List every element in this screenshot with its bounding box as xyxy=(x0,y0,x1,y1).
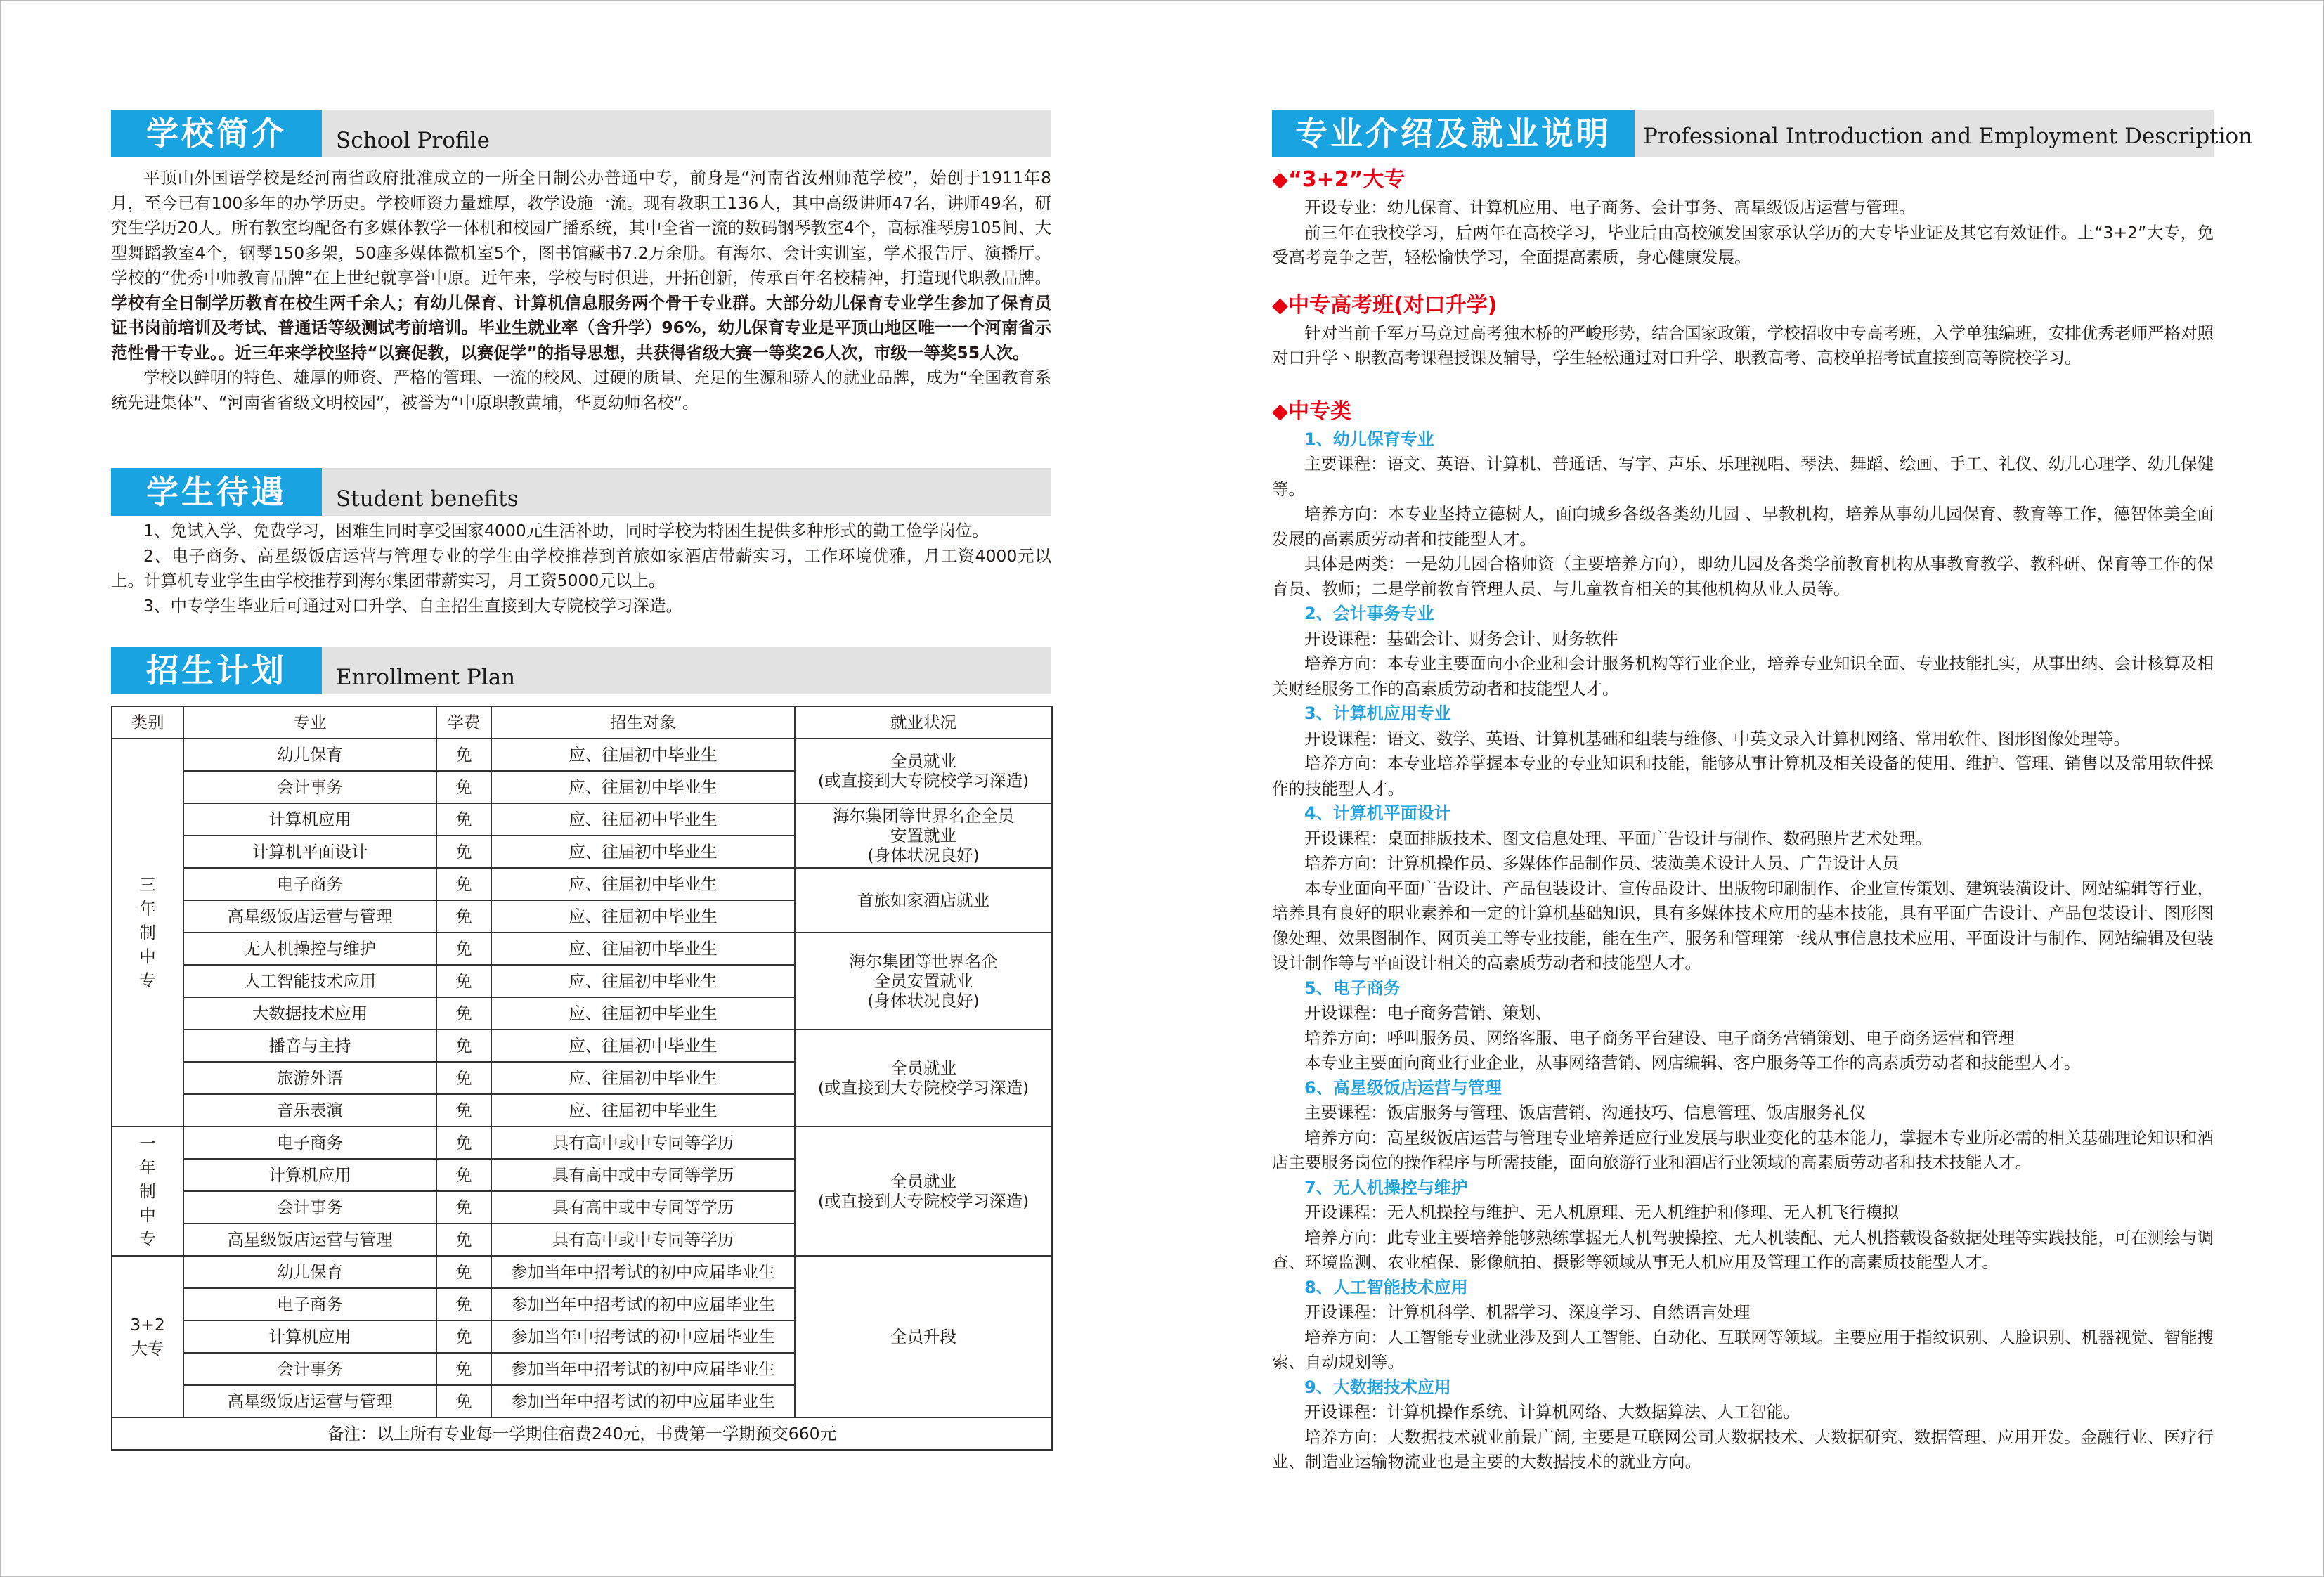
major-cell: 大数据技术应用 xyxy=(183,997,436,1030)
employment-cell xyxy=(795,803,1052,868)
fee-cell: 免 xyxy=(436,803,491,836)
fee-cell: 免 xyxy=(436,1030,491,1062)
target-cell: 具有高中或中专同等学历 xyxy=(491,1127,795,1159)
major-cell: 幼儿保育 xyxy=(183,739,436,771)
target-cell: 应、往届初中毕业生 xyxy=(491,965,795,997)
employment-cell xyxy=(795,1127,1052,1256)
major-cell: 高星级饭店运营与管理 xyxy=(183,1385,436,1417)
header-fee: 学费 xyxy=(436,706,491,739)
employment-line: (身体状况良好) xyxy=(867,991,980,1011)
text-line: 开设课程：无人机操控与维护、无人机原理、无人机维护和修理、无人机飞行模拟 xyxy=(1304,1202,1899,1222)
heading-3plus2: ◆“3+2”大专 xyxy=(1272,167,1406,192)
major-title: 9、大数据技术应用 xyxy=(1304,1377,1451,1397)
table-row xyxy=(112,933,1052,965)
header-major: 专业 xyxy=(183,706,436,739)
text-line: 开设课程：计算机操作系统、计算机网络、大数据算法、人工智能。 xyxy=(1304,1402,1800,1422)
text-line: 培养方向：本专业培养掌握本专业的专业知识和技能，能够从事计算机及相关设备的使用、维护、管理、销售以及常用软件操作的技能型人才。 xyxy=(1272,753,2214,798)
profile-text xyxy=(111,166,1051,415)
section-title-en: Enrollment Plan xyxy=(336,665,516,690)
header-target: 招生对象 xyxy=(491,706,795,739)
fee-cell: 免 xyxy=(436,965,491,997)
category-one-year: 一年制中专 xyxy=(139,1134,156,1249)
table-row xyxy=(112,739,1052,771)
major-cell: 高星级饭店运营与管理 xyxy=(183,900,436,933)
major-cell: 计算机应用 xyxy=(183,803,436,836)
text-line: 开设课程：桌面排版技术、图文信息处理、平面广告设计与制作、数码照片艺术处理。 xyxy=(1304,828,1932,848)
employment-line: 海尔集团等世界名企 xyxy=(849,952,998,971)
fee-cell: 免 xyxy=(436,868,491,900)
major-title: 4、计算机平面设计 xyxy=(1304,803,1451,823)
section-title-cn: 专业介绍及就业说明 xyxy=(1272,110,1635,157)
category-3plus2: 3+2大专 xyxy=(130,1315,165,1358)
employment-cell: 全员升段 xyxy=(795,1256,1052,1417)
table-row xyxy=(112,1256,1052,1288)
employment-line: 全员安置就业 xyxy=(874,971,973,991)
text-line: 开设专业：幼儿保育、计算机应用、电子商务、会计事务、高星级饭店运营与管理。 xyxy=(1304,197,1916,217)
section-title-cn: 招生计划 xyxy=(111,647,322,694)
major-cell: 计算机平面设计 xyxy=(183,836,436,868)
employment-line: (身体状况良好) xyxy=(867,845,980,865)
major-cell: 无人机操控与维护 xyxy=(183,933,436,965)
target-cell: 具有高中或中专同等学历 xyxy=(491,1159,795,1191)
major-cell: 电子商务 xyxy=(183,868,436,900)
text-line: 开设课程：语文、数学、英语、计算机基础和组装与维修、中英文录入计算机网络、常用软件、图形图像处理等。 xyxy=(1304,728,2130,748)
fee-cell: 免 xyxy=(436,1320,491,1353)
target-cell: 应、往届初中毕业生 xyxy=(491,739,795,771)
table-note: 备注：以上所有专业每一学期住宿费240元，书费第一学期预交660元 xyxy=(112,1417,1052,1450)
major-title: 7、无人机操控与维护 xyxy=(1304,1177,1468,1198)
target-cell: 参加当年中招考试的初中应届毕业生 xyxy=(491,1256,795,1288)
section-title-cn: 学生待遇 xyxy=(111,468,322,516)
employment-line: (或直接到大专院校学习深造) xyxy=(817,771,1030,791)
employment-line: 全员就业 xyxy=(890,1172,956,1191)
major-cell: 计算机应用 xyxy=(183,1320,436,1353)
fee-cell: 免 xyxy=(436,1094,491,1127)
profile-para-1-bold: 学校有全日制学历教育在校生两千余人；有幼儿保育、计算机信息服务两个骨干专业群。大部分幼儿保育专业学生参加了保育员证书岗前培训及考试、普通话等级测试考前培训。毕业生就业率（含升学）96%，幼儿保育专业是平顶山地区唯一一个河南省示范性骨干专业。。近三年来学校坚持“以赛促教，以赛促学”的指导思想，共获得省级大赛一等奖26人次，市级一等奖55人次。 xyxy=(111,292,1051,363)
heading-zhongzhuan: ◆中专类 xyxy=(1272,398,1352,424)
table-header-row xyxy=(112,706,1052,739)
text-line: 前三年在我校学习，后两年在高校学习，毕业后由高校颁发国家承认学历的大专毕业证及其它有效证件。上“3+2”大专，免受高考竞争之苦，轻松愉快学习，全面提高素质，身心健康发展。 xyxy=(1272,222,2214,267)
fee-cell: 免 xyxy=(436,900,491,933)
employment-line: 全员就业 xyxy=(890,1058,956,1078)
employment-cell xyxy=(795,739,1052,803)
text-line: 培养方向：高星级饭店运营与管理专业培养适应行业发展与职业变化的基本能力，掌握本专业所必需的相关基础理论知识和酒店主要服务岗位的操作程序与所需技能，面向旅游行业和酒店行业领域的高素质劳动者和技术技能人才。 xyxy=(1272,1127,2214,1172)
table-note-row xyxy=(112,1417,1052,1450)
benefit-item: 1、免试入学、免费学习，困难生同时享受国家4000元生活补助，同时学校为特困生提供多种形式的勤工俭学岗位。 xyxy=(143,521,989,540)
fee-cell: 免 xyxy=(436,933,491,965)
major-cell: 电子商务 xyxy=(183,1288,436,1320)
employment-cell: 首旅如家酒店就业 xyxy=(795,868,1052,933)
text-line: 开设课程：电子商务营销、策划、 xyxy=(1304,1003,1552,1023)
fee-cell: 免 xyxy=(436,1159,491,1191)
text-line: 针对当前千军万马竞过高考独木桥的严峻形势，结合国家政策，学校招收中专高考班，入学单独编班，安排优秀老师严格对照对口升学丶职教高考课程授课及辅导，学生轻松通过对口升学、职教高考、高校单招考试直接到高等院校学习。 xyxy=(1272,323,2214,368)
major-cell: 音乐表演 xyxy=(183,1094,436,1127)
text-line: 培养方向：本专业坚持立德树人，面向城乡各级各类幼儿园 、早教机构，培养从事幼儿园保育、教育等工作，德智体美全面发展的高素质劳动者和技能型人才。 xyxy=(1272,504,2214,549)
text-line: 开设课程：基础会计、财务会计、财务软件 xyxy=(1304,628,1618,649)
major-title: 2、会计事务专业 xyxy=(1304,604,1434,623)
text-line: 培养方向：此专业主要培养能够熟练掌握无人机驾驶操控、无人机装配、无人机搭载设备数据处理等实践技能，可在测绘与调查、环境监测、农业植保、影像航拍、摄影等领域从事无人机应用及管理工作的高素质技能型人才。 xyxy=(1272,1227,2214,1272)
target-cell: 具有高中或中专同等学历 xyxy=(491,1191,795,1224)
target-cell: 参加当年中招考试的初中应届毕业生 xyxy=(491,1353,795,1385)
table-row xyxy=(112,1127,1052,1159)
major-cell: 播音与主持 xyxy=(183,1030,436,1062)
target-cell: 应、往届初中毕业生 xyxy=(491,803,795,836)
table-row xyxy=(112,868,1052,900)
target-cell: 应、往届初中毕业生 xyxy=(491,1030,795,1062)
major-title: 8、人工智能技术应用 xyxy=(1304,1277,1468,1297)
employment-line: (或直接到大专院校学习深造) xyxy=(817,1191,1030,1211)
target-cell: 具有高中或中专同等学历 xyxy=(491,1224,795,1256)
text-line: 培养方向：本专业主要面向小企业和会计服务机构等行业企业，培养专业知识全面、专业技能扎实，从事出纳、会计核算及相关财经服务工作的高素质劳动者和技能型人才。 xyxy=(1272,654,2214,699)
employment-line: (或直接到大专院校学习深造) xyxy=(817,1078,1030,1098)
section-title-en: Professional Introduction and Employment Description xyxy=(1643,124,2253,149)
target-cell: 应、往届初中毕业生 xyxy=(491,1094,795,1127)
header-category: 类别 xyxy=(112,706,183,739)
employment-line: 全员就业 xyxy=(890,751,956,771)
major-title: 1、幼儿保育专业 xyxy=(1304,429,1434,449)
section-title-cn: 学校简介 xyxy=(111,110,322,157)
target-cell: 参加当年中招考试的初中应届毕业生 xyxy=(491,1288,795,1320)
major-cell: 旅游外语 xyxy=(183,1062,436,1094)
category-cell xyxy=(112,1256,183,1417)
major-cell: 电子商务 xyxy=(183,1127,436,1159)
text-line: 开设课程：计算机科学、机器学习、深度学习、自然语言处理 xyxy=(1304,1302,1751,1322)
fee-cell: 免 xyxy=(436,1353,491,1385)
category-cell xyxy=(112,739,183,1127)
fee-cell: 免 xyxy=(436,739,491,771)
major-cell: 幼儿保育 xyxy=(183,1256,436,1288)
major-cell: 计算机应用 xyxy=(183,1159,436,1191)
text-line: 本专业面向平面广告设计、产品包装设计、宣传品设计、出版物印刷制作、企业宣传策划、建筑装潢设计、网站编辑等行业，培养具有良好的职业素养和一定的计算机基础知识，具有多媒体技术应用的基本技能，具有平面广告设计、产品包装设计、图形图像处理、效果图制作、网页美工等专业技能，能在生产、服务和管理第一线从事信息技术应用、平面设计与制作、网站编辑及包装设计制作等与平面设计相关的高素质劳动者和技能型人才。 xyxy=(1272,878,2214,973)
benefits-text xyxy=(111,519,1051,618)
section-header-plan xyxy=(111,647,1051,694)
profile-para-1: 平顶山外国语学校是经河南省政府批准成立的一所全日制公办普通中专，前身是“河南省汝州师范学校”，始创于1911年8月，至今已有100多年的办学历史。学校师资力量雄厚，教学设施一流。现有教职工136人，其中高级讲师47名，讲师49名，研究生学历20人。所有教室均配备有多媒体教学一体机和校园广播系统，其中全省一流的数码钢琴教室4个，高标准琴房105间、大型舞蹈教室4个，钢琴150多架，50座多媒体微机室5个，图书馆藏书7.2万余册。有海尔、会计实训室，学术报告厅、演播厅。学校的“优秀中师教育品牌”在上世纪就享誉中原。近年来，学校与时俱进，开拓创新，传承百年名校精神，打造现代职教品牌。 xyxy=(111,168,1051,287)
table-row xyxy=(112,803,1052,836)
employment-cell xyxy=(795,933,1052,1030)
text-line: 培养方向：计算机操作员、多媒体作品制作员、装潢美术设计人员、广告设计人员 xyxy=(1304,853,1899,873)
major-title: 5、电子商务 xyxy=(1304,978,1401,998)
profile-para-2: 学校以鲜明的特色、雄厚的师资、严格的管理、一流的校风、过硬的质量、充足的生源和骄人的就业品牌，成为“全国教育系统先进集体”、“河南省省级文明校园”，被誉为“中原职教黄埔，华夏幼师名校”。 xyxy=(111,368,1051,413)
fee-cell: 免 xyxy=(436,1224,491,1256)
fee-cell: 免 xyxy=(436,1191,491,1224)
enrollment-table xyxy=(111,706,1053,1451)
header-employment: 就业状况 xyxy=(795,706,1052,739)
table-row xyxy=(112,1030,1052,1062)
text-line: 具体是两类：一是幼儿园合格师资（主要培养方向），即幼儿园及各类学前教育机构从事教育教学、教科研、保育等工作的保育员、教师；二是学前教育管理人员、与儿童教育相关的其他机构从业人员等。 xyxy=(1272,554,2214,599)
fee-cell: 免 xyxy=(436,1127,491,1159)
category-cell xyxy=(112,1127,183,1256)
text-line: 培养方向：人工智能专业就业涉及到人工智能、自动化、互联网等领域。主要应用于指纹识别、人脸识别、机器视觉、智能搜索、自动规划等。 xyxy=(1272,1327,2214,1372)
employment-line: 安置就业 xyxy=(890,826,956,845)
fee-cell: 免 xyxy=(436,1385,491,1417)
target-cell: 应、往届初中毕业生 xyxy=(491,771,795,803)
target-cell: 应、往届初中毕业生 xyxy=(491,900,795,933)
target-cell: 参加当年中招考试的初中应届毕业生 xyxy=(491,1320,795,1353)
major-cell: 高星级饭店运营与管理 xyxy=(183,1224,436,1256)
fee-cell: 免 xyxy=(436,1256,491,1288)
text-line: 培养方向：大数据技术就业前景广阔, 主要是互联网公司大数据技术、大数据研究、数据管理、应用开发。金融行业、医疗行业、制造业运输物流业也是主要的大数据技术的就业方向。 xyxy=(1272,1427,2214,1472)
section-header-profile xyxy=(111,110,1051,157)
section-header-benefits xyxy=(111,468,1051,516)
target-cell: 应、往届初中毕业生 xyxy=(491,997,795,1030)
target-cell: 参加当年中招考试的初中应届毕业生 xyxy=(491,1385,795,1417)
majors-content xyxy=(1272,164,2214,1475)
major-title: 3、计算机应用专业 xyxy=(1304,703,1451,723)
fee-cell: 免 xyxy=(436,836,491,868)
major-cell: 会计事务 xyxy=(183,771,436,803)
target-cell: 应、往届初中毕业生 xyxy=(491,933,795,965)
employment-line: 海尔集团等世界名企全员 xyxy=(832,806,1015,826)
text-line: 主要课程：语文、英语、计算机、普通话、写字、声乐、乐理视唱、琴法、舞蹈、绘画、手工、礼仪、幼儿心理学、幼儿保健等。 xyxy=(1272,454,2214,499)
fee-cell: 免 xyxy=(436,1288,491,1320)
fee-cell: 免 xyxy=(436,771,491,803)
section-title-en: School Profile xyxy=(336,128,490,153)
category-three-year: 三年制中专 xyxy=(139,875,156,990)
text-line: 本专业主要面向商业行业企业，从事网络营销、网店编辑、客户服务等工作的高素质劳动者和技能型人才。 xyxy=(1304,1053,2081,1072)
target-cell: 应、往届初中毕业生 xyxy=(491,836,795,868)
target-cell: 应、往届初中毕业生 xyxy=(491,1062,795,1094)
text-line: 主要课程：饭店服务与管理、饭店营销、沟通技巧、信息管理、饭店服务礼仪 xyxy=(1304,1103,1866,1122)
section-title-en: Student benefits xyxy=(336,486,519,512)
fee-cell: 免 xyxy=(436,997,491,1030)
section-header-majors xyxy=(1272,110,2253,157)
employment-cell xyxy=(795,1030,1052,1127)
text-line: 培养方向：呼叫服务员、网络客服、电子商务平台建设、电子商务营销策划、电子商务运营和管理 xyxy=(1304,1027,2015,1048)
benefit-item: 3、中专学生毕业后可通过对口升学、自主招生直接到大专院校学习深造。 xyxy=(143,595,682,616)
major-cell: 会计事务 xyxy=(183,1191,436,1224)
benefit-item: 2、电子商务、高星级饭店运营与管理专业的学生由学校推荐到首旅如家酒店带薪实习，工作环境优雅，月工资4000元以上。计算机专业学生由学校推荐到海尔集团带薪实习，月工资5000元以上。 xyxy=(111,545,1051,590)
major-cell: 人工智能技术应用 xyxy=(183,965,436,997)
major-title: 6、高星级饭店运营与管理 xyxy=(1304,1077,1502,1098)
major-cell: 会计事务 xyxy=(183,1353,436,1385)
fee-cell: 免 xyxy=(436,1062,491,1094)
target-cell: 应、往届初中毕业生 xyxy=(491,868,795,900)
heading-gaokao: ◆中专高考班(对口升学) xyxy=(1272,292,1498,318)
